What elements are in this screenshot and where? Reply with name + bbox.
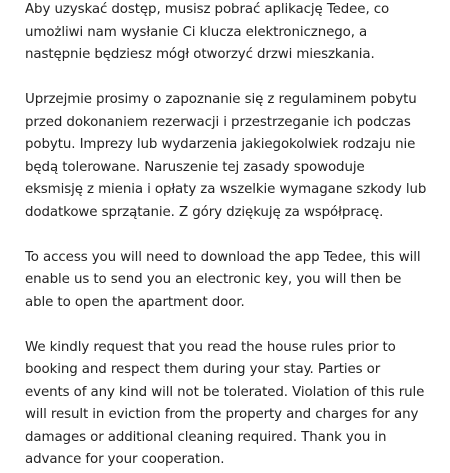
paragraph-access-pl: Aby uzyskać dostęp, musisz pobrać aplikację Tedee, co umożliwi nam wysłanie Ci klucza elektronicznego, a następnie będziesz mógł otworzyć drzwi mieszkania.	[25, 2, 390, 62]
paragraph-rules-en: We kindly request that you read the house rules prior to booking and respect them during your stay. Parties or events of any kind will not be tolerated. Violation of this rule will result in eviction from the property and charges for any damages or additional cleaning required. Thank you in advance for your cooperation.	[25, 339, 425, 467]
message-body	[25, 0, 446, 472]
paragraph-access-en: To access you will need to download the app Tedee, this will enable us to send you an electronic key, you will then be able to open the apartment door.	[25, 249, 421, 310]
paragraph-rules-pl: Uprzejmie prosimy o zapoznanie się z regulaminem pobytu przed dokonaniem rezerwacji i przestrzeganie ich podczas pobytu. Imprezy lub wydarzenia jakiegokolwiek rodzaju nie będą tolerowane. Naruszenie tej zasady spowoduje eksmisję z mienia i opłaty za wszelkie wymagane szkody lub dodatkowe sprzątanie. Z góry dziękuję za współpracę.	[25, 92, 427, 220]
